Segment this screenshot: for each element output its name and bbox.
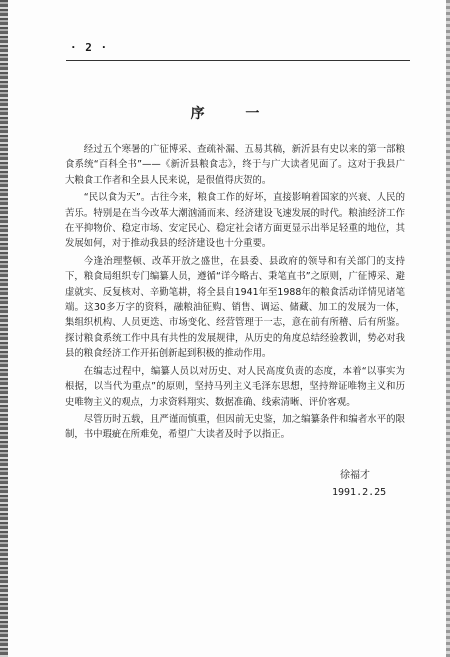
paragraph-4: 在编志过程中，编纂人员以对历史、对人民高度负责的态度，本着“以事实为根据，以当代为重点”的原则，坚持马列主义毛泽东思想，坚持辩证唯物主义和历史唯物主义的观点，力求资料翔实、数据准确、线索清晰、评价客观。 — [65, 365, 405, 408]
signature-date: 1991.2.25 — [332, 487, 387, 498]
scan-edge-left — [0, 0, 8, 657]
page-number: · 2 · — [70, 41, 109, 54]
header-rule — [66, 60, 410, 61]
signature-author: 徐福才 — [340, 470, 370, 481]
preface-title: 序 一 — [190, 106, 278, 122]
preface-body — [65, 142, 405, 445]
paragraph-1: 经过五个寒暑的广征博采、查疏补漏、五易其稿，新沂县有史以来的第一部粮食系统“百科全书”——《新沂县粮食志》，终于与广大读者见面了。这对于我县广大粮食工作者和全县人民来说，是很值得庆贺的。 — [65, 144, 405, 186]
paragraph-5: 尽管历时五载，且严谨而慎重，但因前无史鉴，加之编纂条件和编者水平的限制，书中瑕疵在所难免，希望广大读者及时予以指正。 — [65, 413, 405, 441]
paragraph-2: “民以食为天”。古往今来，粮食工作的好坏，直接影响着国家的兴衰、人民的苦乐。特别是在当今改革大潮汹涌而来、经济建设飞速发展的时代。粮油经济工作在平抑物价、稳定市场、安定民心、稳定社会诸方面更显示出举足轻重的地位，其发展如何，对于推动我县的经济建设也十分重要。 — [65, 192, 405, 250]
scan-edge-right — [446, 0, 450, 657]
paragraph-3: 今逢治理整顿、改革开放之盛世，在县委、县政府的领导和有关部门的支持下，粮食局组织专门编纂人员，遵循“详今略古、秉笔直书”之原则，广征博采、避虚就实、反复核对、辛勤笔耕，将全县自1941年至1988年的粮食活动详情见诸笔端。这30多万字的资料，融粮油征购、销售、调运、储藏、加工的发展为一体，集组织机构、人员更迭、市场变化、经营管理于一志，意在前有所稽、后有所鉴。探讨粮食系统工作中具有共性的发展规律，从历史的角度总结经验教训，势必对我县的粮食经济工作开拓创新起到积极的推动作用。 — [65, 255, 405, 360]
